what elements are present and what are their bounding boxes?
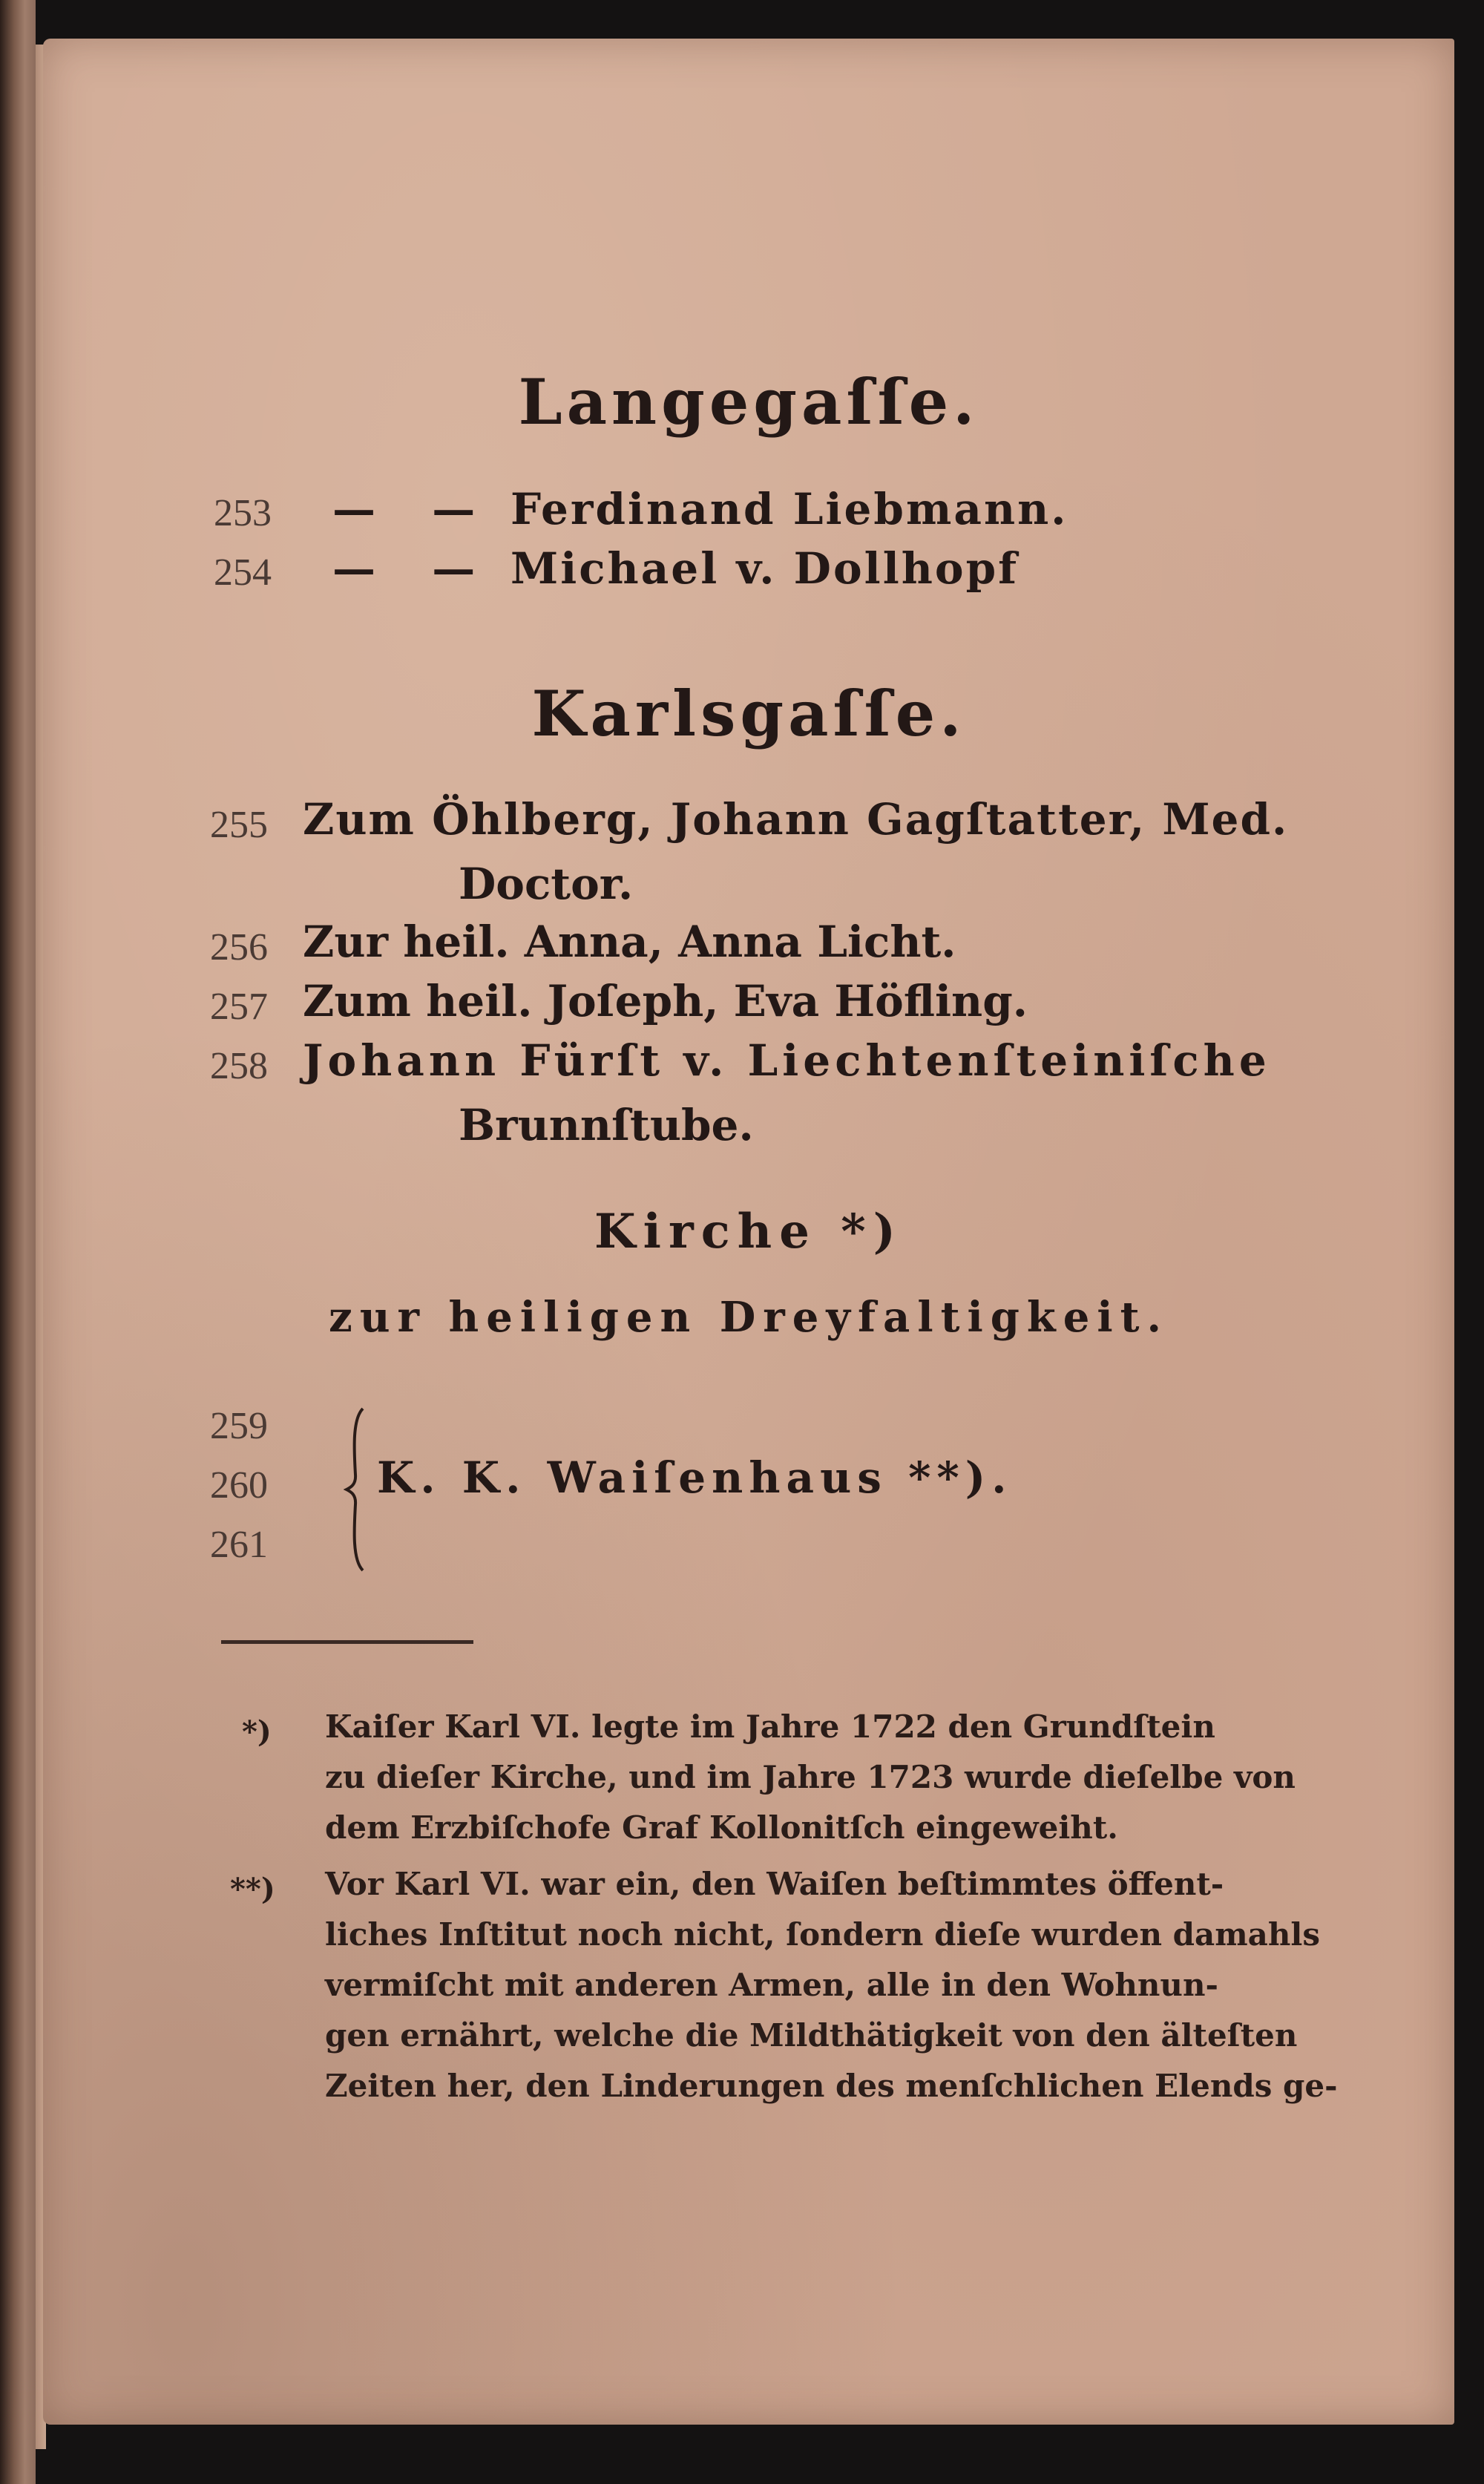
house-number-253: 253 xyxy=(214,492,272,534)
house-number-260: 260 xyxy=(210,1464,268,1507)
entry-255: Zum Öhlberg, Johann Gagſtatter, Med. xyxy=(303,794,1289,845)
entry-255-continuation: Doctor. xyxy=(459,859,634,909)
heading-karlsgasse: Karlsgaſſe. xyxy=(531,677,966,750)
house-number-257: 257 xyxy=(210,986,268,1028)
entry-256: Zur heil. Anna, Anna Licht. xyxy=(303,917,956,967)
entry-258: Johann Fürſt v. Liechtenſteiniſche xyxy=(303,1035,1271,1086)
dash: — — xyxy=(332,484,496,534)
heading-langegasse: Langegaſſe. xyxy=(518,365,979,439)
house-number-254: 254 xyxy=(214,551,272,594)
footnote-2-marker: **) xyxy=(230,1872,275,1907)
curly-brace-icon xyxy=(344,1404,370,1575)
footnote-2-line: vermiſcht mit anderen Armen, alle in den Wohnun- xyxy=(325,1967,1218,2003)
heading-kirche: Kirche *) xyxy=(594,1204,903,1259)
entry-257: Zum heil. Joſeph, Eva Höfling. xyxy=(303,976,1028,1026)
house-number-261: 261 xyxy=(210,1524,268,1566)
dash: — — xyxy=(332,543,496,594)
house-number-259: 259 xyxy=(210,1405,268,1447)
house-number-255: 255 xyxy=(210,804,268,846)
footnote-divider xyxy=(221,1640,473,1644)
book-spine xyxy=(0,0,36,2484)
book-page xyxy=(43,39,1454,2425)
house-number-258: 258 xyxy=(210,1045,268,1087)
footnote-1-marker: *) xyxy=(242,1714,272,1749)
footnote-2-line: Zeiten her, den Linderungen des menſchlichen Elends ge- xyxy=(325,2068,1338,2104)
entry-dash xyxy=(332,484,496,534)
footnote-2-line: gen ernährt, welche die Mildthätigkeit von den älteſten xyxy=(325,2017,1298,2054)
footnote-1-line: dem Erzbiſchofe Graf Kollonitſch eingeweiht. xyxy=(325,1809,1118,1846)
entry-254: Michael v. Dollhopf xyxy=(510,543,1020,594)
footnote-2-line: Vor Karl VI. war ein, den Waiſen beſtimmtes öffent- xyxy=(325,1866,1224,1902)
footnote-2-line: liches Inſtitut noch nicht, ſondern dieſe wurden damahls xyxy=(325,1916,1320,1953)
entry-258-continuation: Brunnſtube. xyxy=(459,1100,754,1150)
entry-dash xyxy=(332,543,496,594)
footnote-1-line: Kaiſer Karl VI. legte im Jahre 1722 den Grundſtein xyxy=(325,1708,1215,1745)
house-number-256: 256 xyxy=(210,926,268,969)
entry-253: Ferdinand Liebmann. xyxy=(510,484,1068,534)
footnote-1-line: zu dieſer Kirche, und im Jahre 1723 wurde dieſelbe von xyxy=(325,1759,1296,1795)
heading-kirche-subtitle: zur heiligen Dreyfaltigkeit. xyxy=(329,1293,1169,1342)
entry-waisenhaus: K. K. Waiſenhaus **). xyxy=(377,1452,1013,1503)
